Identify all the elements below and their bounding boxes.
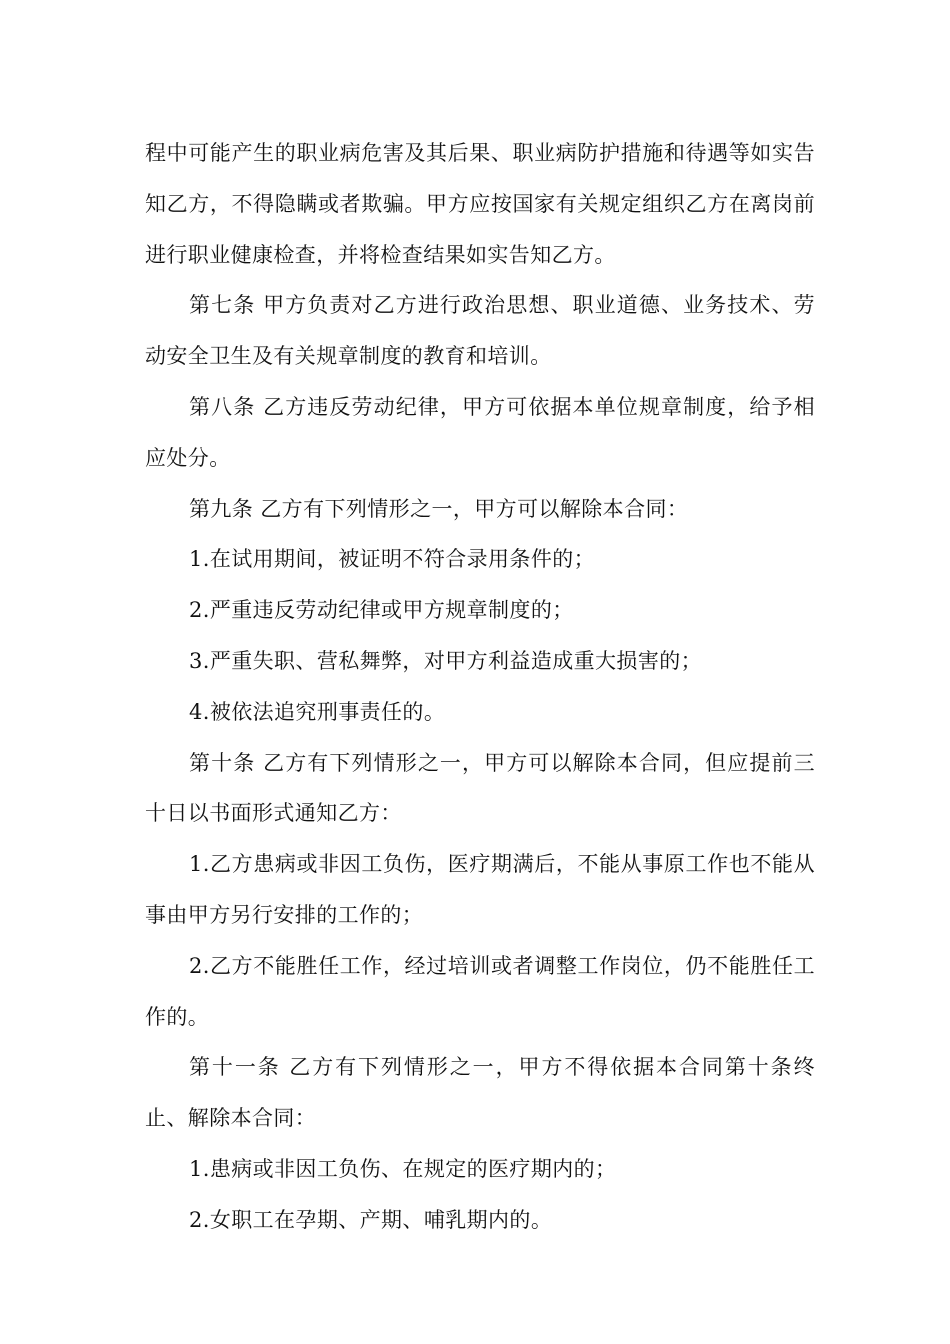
article-10-item-1: 1.乙方患病或非因工负伤，医疗期满后，不能从事原工作也不能从事由甲方另行安排的工作的；: [145, 852, 815, 927]
article-8: 第八条 乙方违反劳动纪律，甲方可依据本单位规章制度，给予相应处分。: [145, 394, 815, 470]
article-9: 第九条 乙方有下列情形之一，甲方可以解除本合同：: [189, 496, 689, 521]
article-9-item-1: 1.在试用期间，被证明不符合录用条件的；: [189, 547, 596, 572]
document-body: [145, 128, 815, 1246]
article-10: 第十条 乙方有下列情形之一，甲方可以解除本合同，但应提前三十日以书面形式通知乙方：: [145, 750, 815, 826]
article-7: 第七条 甲方负责对乙方进行政治思想、职业道德、业务技术、劳动安全卫生及有关规章制度的教育和培训。: [145, 293, 815, 369]
paragraph-continuation: 程中可能产生的职业病危害及其后果、职业病防护措施和待遇等如实告知乙方，不得隐瞒或者欺骗。甲方应按国家有关规定组织乙方在离岗前进行职业健康检查，并将检查结果如实告知乙方。: [145, 141, 815, 267]
article-9-item-2: 2.严重违反劳动纪律或甲方规章制度的；: [189, 598, 574, 623]
article-9-item-4: 4.被依法追究刑事责任的。: [189, 699, 446, 724]
article-11: 第十一条 乙方有下列情形之一，甲方不得依据本合同第十条终止、解除本合同：: [145, 1055, 815, 1131]
article-11-item-2: 2.女职工在孕期、产期、哺乳期内的。: [189, 1207, 553, 1232]
article-9-item-3: 3.严重失职、营私舞弊，对甲方利益造成重大损害的；: [189, 648, 703, 673]
article-11-item-1: 1.患病或非因工负伤、在规定的医疗期内的；: [189, 1156, 617, 1181]
article-10-item-2: 2.乙方不能胜任工作，经过培训或者调整工作岗位，仍不能胜任工作的。: [145, 953, 815, 1029]
